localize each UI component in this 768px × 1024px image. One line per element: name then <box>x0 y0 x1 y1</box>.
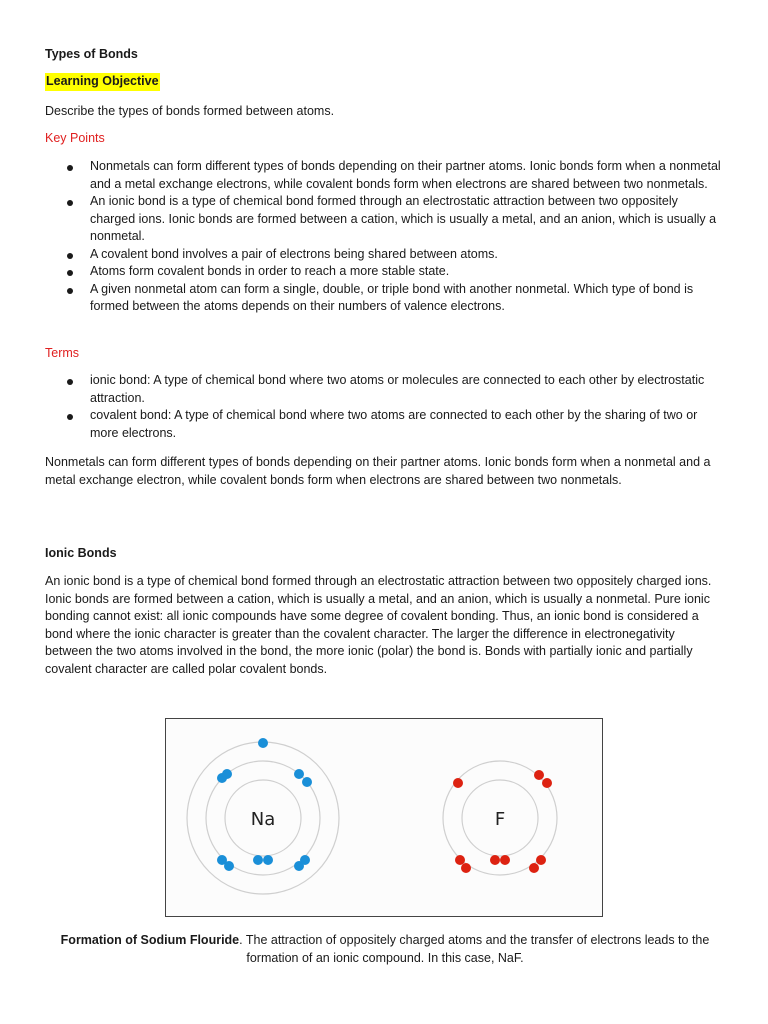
sodium-atom <box>187 738 339 894</box>
intro-paragraph: Nonmetals can form different types of bonds depending on their partner atoms. Ionic bonds form when a nonmetal and a metal exchange electron, while covalent bonds form when electrons are shared between two nonmetals. <box>45 455 711 487</box>
fluorine-electron <box>542 778 552 788</box>
fluorine-electron <box>500 855 510 865</box>
list-item <box>45 263 725 281</box>
term-text: covalent bond: A type of chemical bond where two atoms are connected to each other by the sharing of two or more electrons. <box>90 408 698 440</box>
fluorine-electron <box>529 863 539 873</box>
key-point-text: A covalent bond involves a pair of electrons being shared between atoms. <box>90 246 498 261</box>
fluorine-electron <box>461 863 471 873</box>
key-point-text: Atoms form covalent bonds in order to reach a more stable state. <box>90 264 450 278</box>
list-item <box>45 281 725 316</box>
sodium-electron <box>253 855 263 865</box>
bullet-icon <box>67 288 73 294</box>
key-point-text: Nonmetals can form different types of bonds depending on their partner atoms. Ionic bonds form when a nonmetal and a metal exchange electrons, while covalent bonds form when electrons are shared between two nonmetals. <box>90 159 721 191</box>
ionic-bonds-paragraph: An ionic bond is a type of chemical bond formed through an electrostatic attraction between two oppositely charged ions. Ionic bonds are formed between a cation, which is usually a metal, and an anion, which is usually a nonmetal. Pure ionic bonding cannot exist: all ionic compounds have some degree of covalent bonding. Thus, an ionic bond is considered a bond where the ionic character is greater than the covalent character. The larger the difference in electronegativity between the two atoms involved in the bond, the more ionic (polar) the bond is. Bonds with partially ionic and partially covalent character are called polar covalent bonds. <box>45 574 712 676</box>
sodium-electron <box>224 861 234 871</box>
key-points-heading: Key Points <box>45 131 105 145</box>
sodium-electron <box>300 855 310 865</box>
bullet-icon <box>67 200 73 206</box>
sodium-electron <box>302 777 312 787</box>
bullet-icon <box>67 414 73 420</box>
key-points-list <box>45 158 725 316</box>
key-point-text: A given nonmetal atom can form a single, double, or triple bond with another nonmetal. Which type of bond is formed between the atoms depends on their numbers of valence electrons. <box>90 281 694 313</box>
fluorine-atom <box>443 761 557 875</box>
atom-diagram <box>166 719 602 916</box>
page-title: Types of Bonds <box>45 47 138 61</box>
caption-title: Formation of Sodium Flouride <box>60 933 240 947</box>
term-text: ionic bond: A type of chemical bond where two atoms or molecules are connected to each other by electrostatic attraction. <box>90 373 705 405</box>
bullet-icon <box>67 379 73 385</box>
ionic-bonds-heading: Ionic Bonds <box>45 546 117 560</box>
sodium-electron <box>263 855 273 865</box>
learning-objective-heading: Learning Objective <box>45 73 160 91</box>
bullet-icon <box>67 253 73 259</box>
list-item <box>45 372 725 407</box>
list-item <box>45 246 725 264</box>
bullet-icon <box>67 165 73 171</box>
fluorine-electron <box>455 855 465 865</box>
figure-caption <box>45 932 725 967</box>
list-item <box>45 407 725 442</box>
sodium-fluoride-figure <box>165 718 603 917</box>
sodium-label: Na <box>250 809 276 830</box>
caption-text: . The attraction of oppositely charged atoms and the transfer of electrons leads to the formation of an ionic compound. In this case, NaF. <box>239 933 710 965</box>
fluorine-electron <box>490 855 500 865</box>
terms-heading: Terms <box>45 346 80 360</box>
fluorine-label: F <box>494 809 506 830</box>
sodium-electron <box>294 769 304 779</box>
sodium-electrons <box>217 738 312 871</box>
key-point-text: An ionic bond is a type of chemical bond formed through an electrostatic attraction between two oppositely charged ions. Ionic bonds are formed between a cation, which is usually a metal, and an anion, which is usually a nonmetal. <box>90 194 717 243</box>
fluorine-electron <box>453 778 463 788</box>
objective-text: Describe the types of bonds formed between atoms. <box>45 104 335 118</box>
fluorine-electron <box>534 770 544 780</box>
list-item <box>45 193 725 246</box>
terms-list <box>45 372 725 442</box>
sodium-electron <box>222 769 232 779</box>
bullet-icon <box>67 270 73 276</box>
list-item <box>45 158 725 193</box>
sodium-electron <box>258 738 268 748</box>
fluorine-electron <box>536 855 546 865</box>
